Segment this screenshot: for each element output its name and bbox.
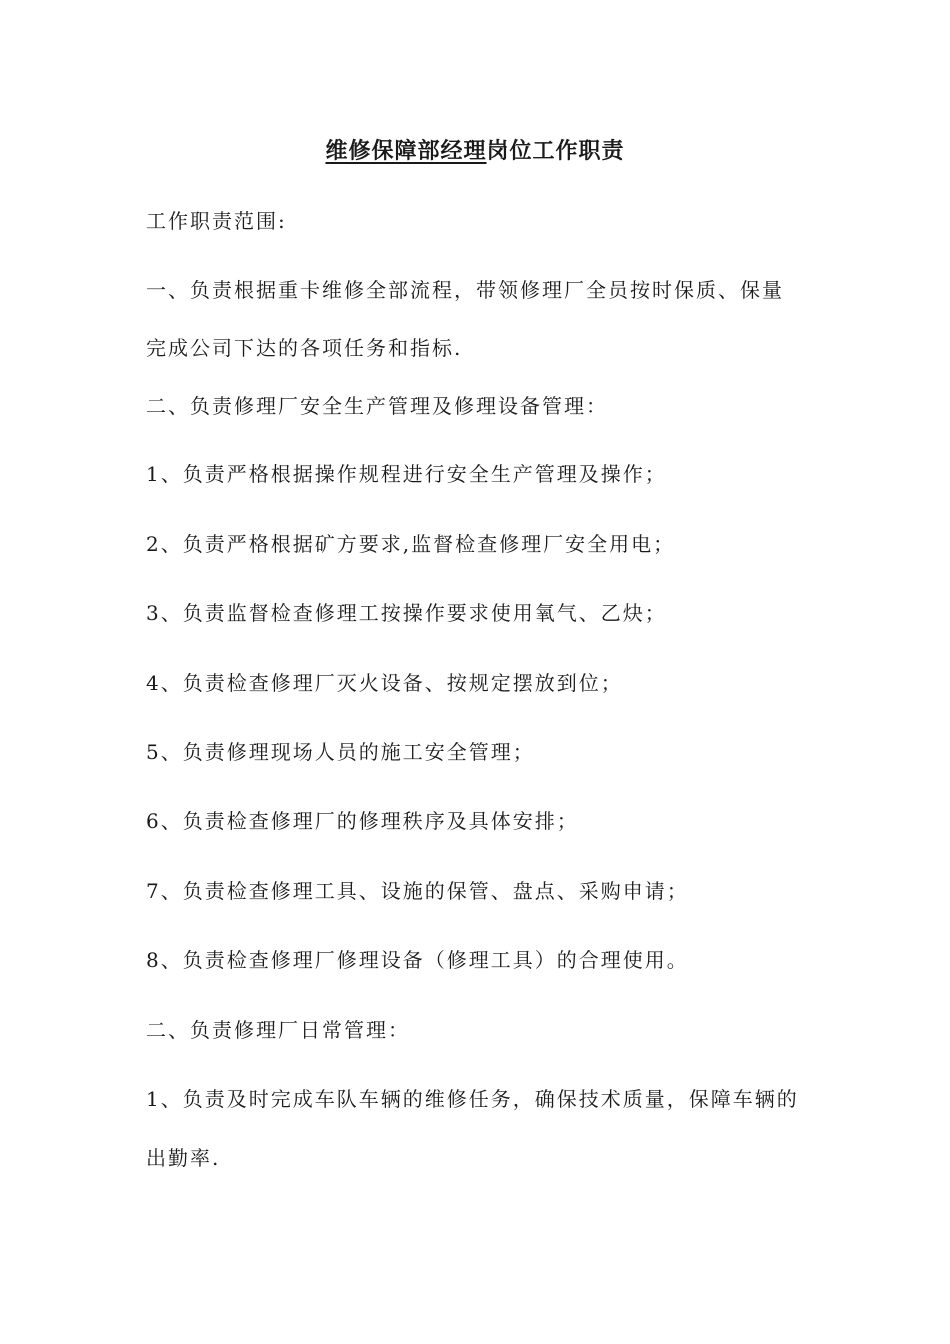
list-item: 7、负责检查修理工具、设施的保管、盘点、采购申请； xyxy=(146,879,689,903)
section-heading-scope: 工作职责范围: xyxy=(146,209,287,233)
title-rest-part: 岗位工作职责 xyxy=(486,138,625,164)
list-item: 2、负责严格根据矿方要求,监督检查修理厂安全用电； xyxy=(146,532,676,556)
title-underlined-part: 维修保障部经理 xyxy=(325,138,487,164)
list-item: 6、负责检查修理厂的修理秩序及具体安排； xyxy=(146,809,579,833)
list-item: 3、负责监督检查修理工按操作要求使用氧气、乙炔； xyxy=(146,601,667,625)
section-heading: 二、负责修理厂安全生产管理及修理设备管理： xyxy=(146,394,608,418)
list-item: 5、负责修理现场人员的施工安全管理； xyxy=(146,740,535,764)
list-item: 1、负责及时完成车队车辆的维修任务，确保技术质量，保障车辆的 xyxy=(146,1087,799,1111)
list-item: 1、负责严格根据操作规程进行安全生产管理及操作； xyxy=(146,462,667,486)
paragraph-line: 一、负责根据重卡维修全部流程，带领修理厂全员按时保质、保量 xyxy=(146,278,784,302)
list-item: 4、负责检查修理厂灭火设备、按规定摆放到位； xyxy=(146,671,623,695)
list-item: 8、负责检查修理厂修理设备（修理工具）的合理使用。 xyxy=(146,948,689,972)
paragraph-line: 完成公司下达的各项任务和指标. xyxy=(146,336,463,360)
list-item-continuation: 出勤率. xyxy=(146,1146,221,1170)
section-heading: 二、负责修理厂日常管理： xyxy=(146,1018,410,1042)
page-title xyxy=(0,136,950,166)
